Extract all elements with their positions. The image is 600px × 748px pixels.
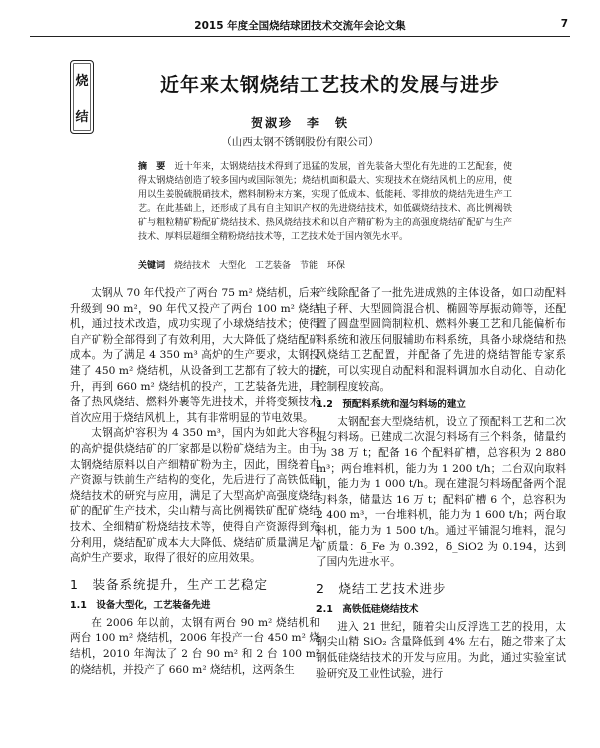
page-number: 7 xyxy=(560,18,568,30)
subsection-heading: 2.1 高铁低硅烧结技术 xyxy=(316,604,419,616)
badge-char-1: 烧 xyxy=(75,73,89,89)
section-heading: 2 烧结工艺技术进步 xyxy=(316,580,447,596)
keywords-label: 关键词 xyxy=(138,261,166,271)
keywords-text: 烧结技术 大型化 工艺装备 节能 环保 xyxy=(174,261,346,271)
paragraph: 太钢配套大型烧结机，设立了预配料工艺和二次混匀料场。已建成二次混匀料场有三个料条，储量约为 38 万 t；配备 16 个配料矿槽，总容积为 2 880 m³；两台堆料机，能力为 1 200 t/h；二台双向取料机，能力为 1 000 t/h。现在建混匀料场配备两个混匀料条，储量达 16 万 t；配料矿槽 6 个，总容积为 2 400 m³，一台堆料机，能力为 1 600 t/h；两台取料机，能力为 1 500 t/h。通过平铺混匀堆料，混匀矿质量：δ_Fe 为 0.392，δ_SiO2 为 0.194，达到了国内先进水平。 xyxy=(316,415,566,569)
conference-title: 2015 年度全国烧结球团技术交流年会论文集 xyxy=(194,20,406,32)
paragraph: 产线除配备了一批先进成熟的主体设备，如口动配料电子秤、大型圆筒混合机、椭圆等厚振动筛等，还配置了圆盘型圆筒制粒机、燃料外裹工艺和几能偏析布料系统和液压伺服辅助布料系统，具备小球烧结和热风烧结工艺配置，并配备了先进的烧结智能专家系统，可以实现自动配料和混料调加水自动化、自动化控制程度较高。 xyxy=(316,287,566,393)
running-header xyxy=(30,14,570,37)
paragraph: 在 2006 年以前，太钢有两台 90 m² 烧结机和两台 100 m² 烧结机，2006 年投产一台 450 m² 烧结机，2010 年淘汰了 2 台 90 m² 和 2 台 100 m² 的烧结机，并投产了 660 m² 烧结机，这两条生 xyxy=(70,616,320,676)
left-column xyxy=(70,286,320,678)
paragraph: 进入 21 世纪，随着尖山反浮选工艺的投用，太钢尖山精 SiO₂ 含量降低到 4% 左右，随之带来了太钢低硅烧结技术的开发与应用。为此，通过实验室试验研究及工业性试验，进行 xyxy=(316,620,566,680)
subsection-heading: 1.2 预配料系统和湿匀料场的建立 xyxy=(316,399,466,411)
right-column xyxy=(316,286,566,682)
abstract-label: 摘 要 xyxy=(138,162,166,172)
paragraph: 太钢高炉容积为 4 350 m³，国内为如此大容积的高炉提供烧结矿的厂家都是以粉矿烧结为主。由于太钢烧结原料以自产细精矿粉为主，因此，围绕着自产资源与铁前生产结构的变化，先后进行了高铁低硅烧结技术的研究与应用，满足了大型高炉高强度烧结矿的配矿生产技术，尖山精与高比例褐铁矿配矿烧结技术、全细精矿粉烧结技术等，使得自产资源得到充分利用，烧结配矿成本大大降低、烧结矿质量满足大高炉生产要求，取得了很好的应用效果。 xyxy=(70,427,320,565)
affiliation: （山西太钢不锈钢股份有限公司） xyxy=(221,136,379,148)
keywords xyxy=(138,258,512,271)
abstract-text: 近十年来，太钢烧结技术得到了迅猛的发展，首先装备大型化有先进的工艺配套，使得太钢烧结创造了较多国内或国际领先；烧结机面积最大、实现技术在烧结风机上的应用，使用以生姜脱硫脱硝技术，燃料制粉末方案，实现了低成本、低能耗、零排放的烧结先进生产工艺。在此基础上，还形成了具有自主知识产权的先进烧结技术，如低碳烧结技术、高比例褐铁矿与粗粒精矿粉配矿烧结技术、热风烧结技术和以自产精矿粉为主的高强度烧结矿配矿与生产技术、厚料层超细全精粉烧结技术等，工艺技术处于国内领先水平。 xyxy=(138,162,512,242)
authors: 贺淑珍 李 铁 xyxy=(250,116,349,130)
abstract xyxy=(138,160,512,244)
paper-title: 近年来太钢烧结工艺技术的发展与进步 xyxy=(159,74,500,96)
subsection-heading: 1.1 设备大型化，工艺装备先进 xyxy=(70,600,211,612)
section-heading: 1 装备系统提升，生产工艺稳定 xyxy=(70,576,268,592)
badge-char-2: 结 xyxy=(75,109,89,125)
paragraph: 太钢从 70 年代投产了两台 75 m² 烧结机，后来升级到 90 m²，90 年代又投产了两台 100 m² 烧结机，通过技术改造，成功实现了小球烧结技术；使得自产矿粉全部得到了有效利用，大大降低了烧结配矿成本。为了满足 4 350 m³ 高炉的生产要求，太钢投建了 450 m² 烧结机，从设备到工艺都有了较大的提升，再到 660 m² 烧结机的投产，工艺装备先进，具备了热风烧结、燃料外裹等先进技术，并将变频技术首次应用于烧结风机上，其有非常明显的节电效果。 xyxy=(70,287,320,424)
